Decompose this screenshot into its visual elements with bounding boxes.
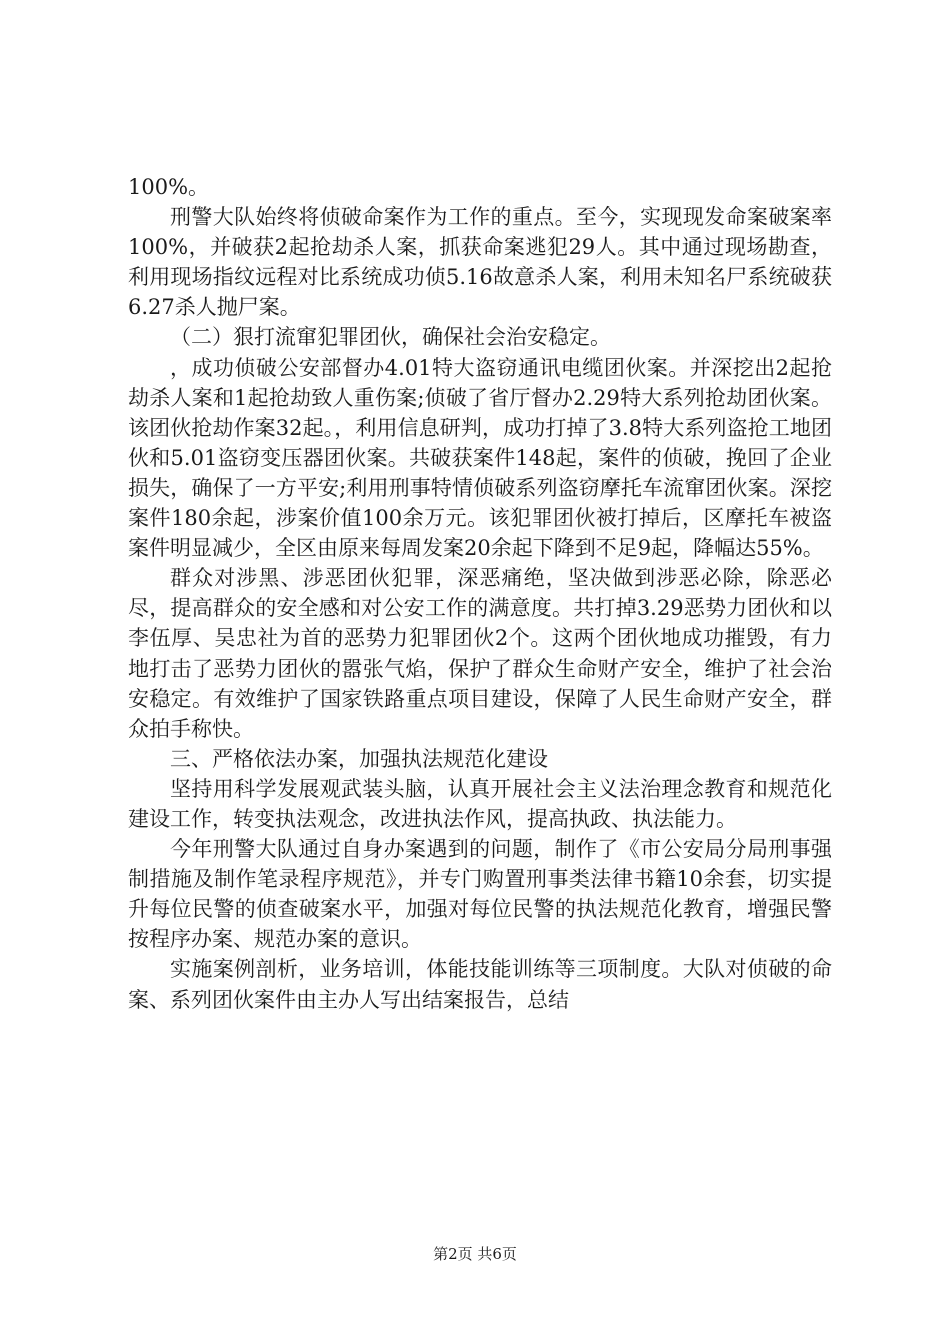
section-heading-law-enforcement: 三、严格依法办案，加强执法规范化建设 xyxy=(170,746,548,771)
paragraph-evil-forces: 群众对涉黑、涉恶团伙犯罪，深恶痛绝，坚决做到涉恶必除，除恶必尽，提高群众的安全感和对公安工作的满意度。共打掉3.29恶势力团伙和以李伍厚、吴忠社为首的恶势力犯罪团伙2个。这两个团伙地成功摧毁，有力地打击了恶势力团伙的嚣张气焰，保护了群众生命财产安全，维护了社会治安稳定。有效维护了国家铁路重点项目建设，保障了人民生命财产安全，群众拍手称快。 xyxy=(128,566,832,741)
paragraph-continuation: 100%。 xyxy=(128,175,210,199)
paragraph-procedure-standards: 今年刑警大队通过自身办案遇到的问题，制作了《市公安局分局刑事强制措施及制作笔录程序规范》，并专门购置刑事类法律书籍10余套，切实提升每位民警的侦查破案水平，加强对每位民警的执法规范化教育，增强民警按程序办案、规范办案的意识。 xyxy=(128,837,832,952)
paragraph-three-systems: 实施案例剖析，业务培训，体能技能训练等三项制度。大队对侦破的命案、系列团伙案件由主办人写出结案报告，总结 xyxy=(128,957,832,1012)
paragraph-rule-of-law: 坚持用科学发展观武装头脑，认真开展社会主义法治理念教育和规范化建设工作，转变执法观念，改进执法作风，提高执政、执法能力。 xyxy=(128,776,832,831)
page-number-footer: 第2页 共6页 xyxy=(433,1245,517,1263)
paragraph-homicide-cases: 刑警大队始终将侦破命案作为工作的重点。至今，实现现发命案破案率100%，并破获2起抢劫杀人案，抓获命案逃犯29人。其中通过现场勘查，利用现场指纹远程对比系统成功侦5.16故意杀人案，利用未知名尸系统破获6.27杀人抛尸案。 xyxy=(128,205,832,320)
document-body xyxy=(128,172,832,1015)
paragraph-gang-cases: ，成功侦破公安部督办4.01特大盗窃通讯电缆团伙案。并深挖出2起抢劫杀人案和1起抢劫致人重伤案;侦破了省厅督办2.29特大系列抢劫团伙案。该团伙抢劫作案32起。，利用信息研判，成功打掉了3.8特大系列盗抢工地团伙和5.01盗窃变压器团伙案。共破获案件148起，案件的侦破，挽回了企业损失，确保了一方平安;利用刑事特情侦破系列盗窃摩托车流窜团伙案。深挖案件180余起，涉案价值100余万元。该犯罪团伙被打掉后，区摩托车被盗案件明显减少，全区由原来每周发案20余起下降到不足9起，降幅达55%。 xyxy=(128,355,832,561)
section-heading-gangs: （二）狠打流窜犯罪团伙，确保社会治安稳定。 xyxy=(170,325,611,350)
